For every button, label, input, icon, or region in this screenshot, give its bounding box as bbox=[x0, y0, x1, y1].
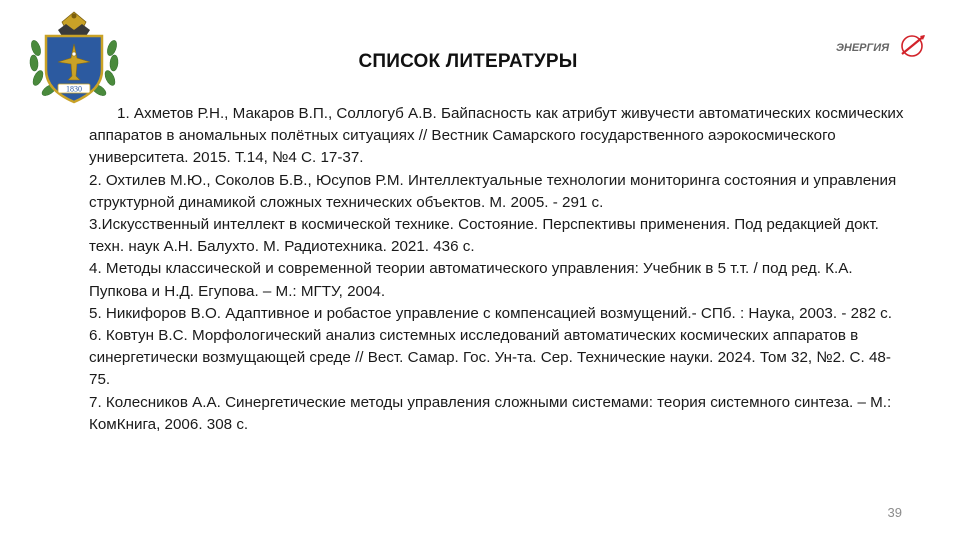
page-number: 39 bbox=[887, 505, 902, 520]
reference-item: 4. Методы классической и современной теории автоматического управления: Учебник в 5 т.т. / под ред. К.А. Пупкова и Н.Д. Егупова. – М.: МГТУ, 2004. bbox=[89, 260, 853, 300]
reference-item: 6. Ковтун В.С. Морфологический анализ системных исследований автоматических космических аппаратов в синергетически возмущающей среде // Вест. Самар. Гос. Ун-та. Сер. Технические науки. 2024. Том 32, №2. С. 48-75. bbox=[89, 327, 891, 389]
eagle-crest-icon bbox=[58, 12, 90, 36]
page-title: СПИСОК ЛИТЕРАТУРЫ bbox=[358, 51, 578, 72]
reference-item: 2. Охтилев М.Ю., Соколов Б.В., Юсупов Р.М. Интеллектуальные технологии мониторинга состояния и управления структурной динамикой сложных технических объектов. М. 2005. - 291 с. bbox=[89, 171, 897, 211]
reference-item: 5. Никифоров В.О. Адаптивное и робастое управление с компенсацией возмущений.- СПб. : Наука, 2003. - 282 с. bbox=[89, 304, 892, 322]
reference-item: 3.Искусственный интеллект в космической технике. Состояние. Перспективы применения. Под редакцией докт. техн. наук А.Н. Балухто. М. Радиотехника. 2021. 436 с. bbox=[89, 216, 879, 256]
reference-list bbox=[89, 103, 904, 436]
energia-logo-text: ЭНЕРГИЯ bbox=[836, 42, 890, 54]
reference-item: 7. Колесников А.А. Синергетические методы управления сложными системами: теория системного синтеза. – М.: КомКнига, 2006. 308 с. bbox=[89, 393, 892, 433]
reference-item: 1. Ахметов Р.Н., Макаров В.П., Соллогуб А.В. Байпасность как атрибут живучести автоматических космических аппаратов в аномальных полётных ситуациях // Вестник Самарского государственного аэрокосмического университета. 2015. Т.14, №4 С. 17-37. bbox=[89, 105, 904, 167]
emblem-year: 1830 bbox=[66, 84, 82, 94]
